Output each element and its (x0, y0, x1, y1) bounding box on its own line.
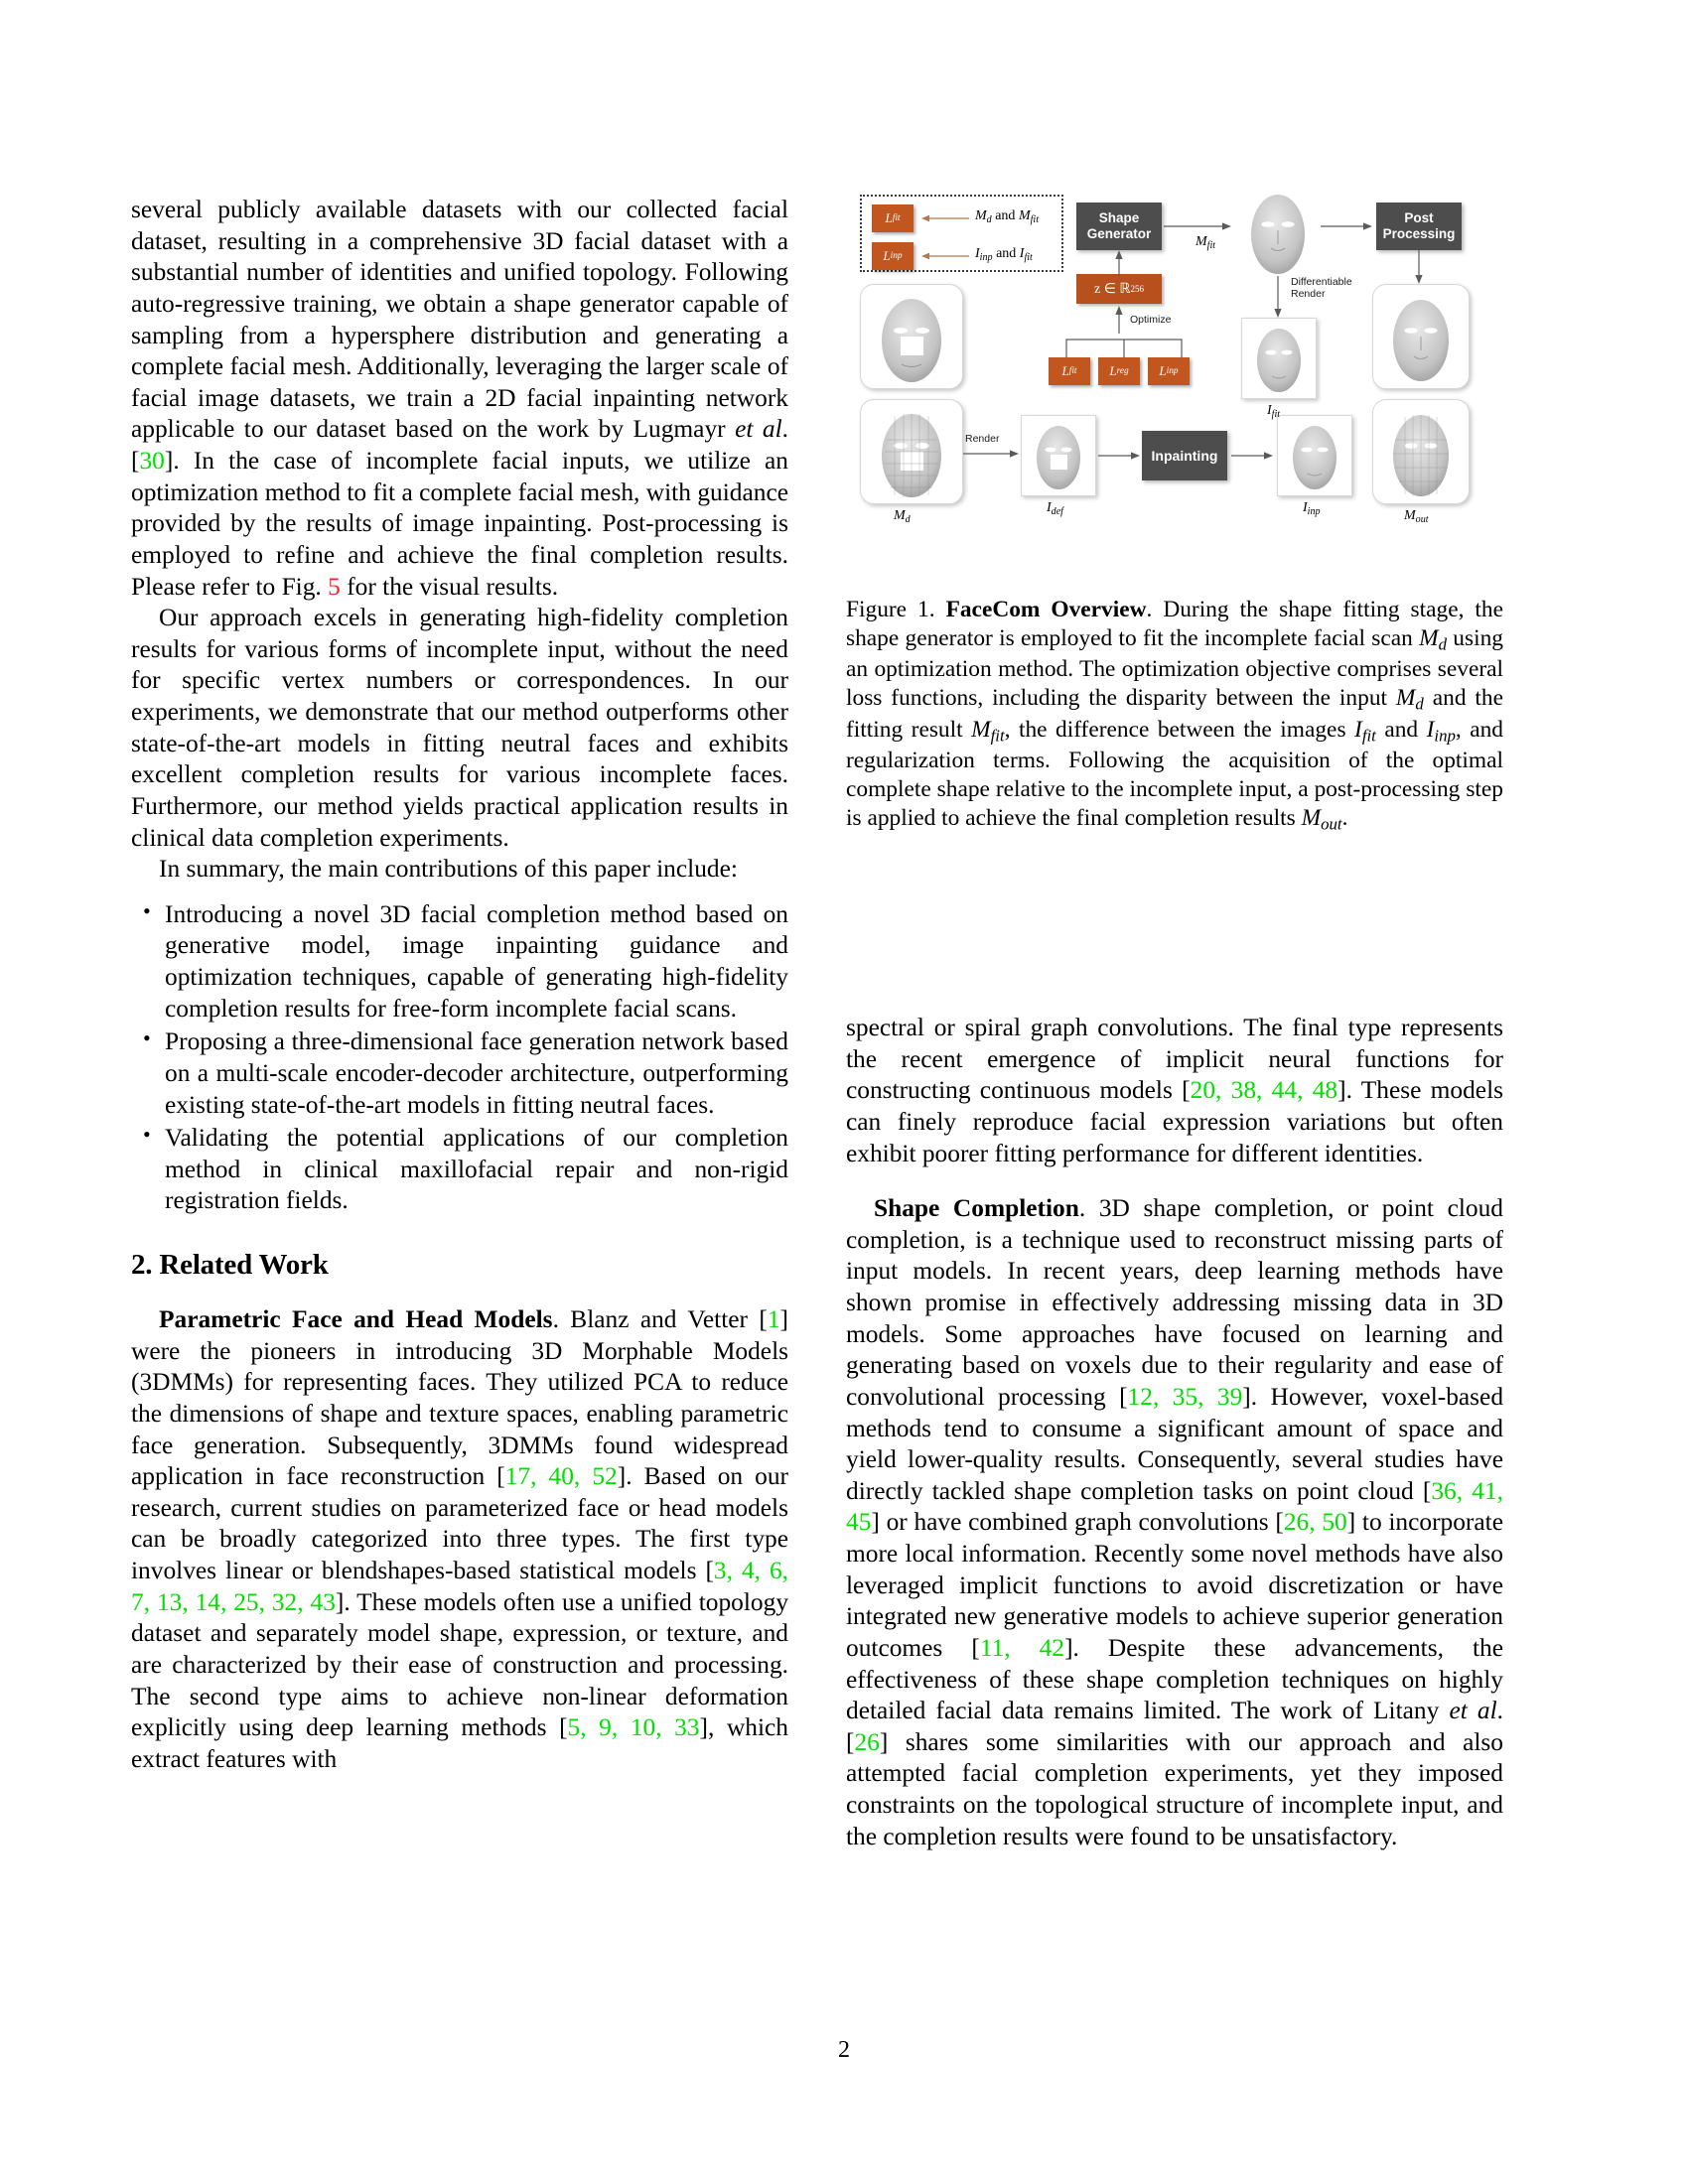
paragraph-parametric-models (131, 1304, 788, 1775)
citation-generative[interactable]: 11, 42 (979, 1633, 1065, 1662)
face-mfit-icon (1235, 189, 1321, 280)
paragraph-intro-text: several publicly available datasets with our collected facial dataset, resulting in a comprehensive 3D facial dataset with a substantial number of identities and unified topology. Following auto-regressive training, we obtain a shape generator capable of sampling from a hypersphere distribution and generating a complete facial mesh. Additionally, leveraging the larger scale of facial image datasets, we train a 2D facial inpainting network applicable to our dataset based on the work by Lugmayr (131, 196, 788, 444)
citation-implicit-models[interactable]: 20, 38, 44, 48 (1190, 1076, 1338, 1105)
latent-to-generator-arrow-icon (1112, 250, 1126, 276)
latent-dim-label: 256 (1130, 284, 1144, 294)
figure-title: FaceCom Overview (945, 597, 1147, 622)
optimize-arrow-icon (1112, 306, 1126, 334)
mfit-to-post-arrow-icon (1321, 219, 1372, 233)
differentiable-render-arrow-icon (1271, 276, 1285, 318)
face-mout-bottom (1372, 399, 1470, 504)
citation-30[interactable]: 30 (139, 447, 165, 475)
latent-code-block (1076, 274, 1162, 304)
face-idef-icon (1022, 416, 1095, 495)
loss-chip-lreg: L reg (1098, 357, 1140, 385)
face-mfit (1235, 189, 1321, 280)
diagram-label-iinp: $I_{inp}$ (1303, 500, 1321, 517)
loss-chip-lfit: L fit (1049, 357, 1090, 385)
citation-voxels[interactable]: 12, 35, 39 (1127, 1382, 1243, 1411)
inpainting-label: Inpainting (1151, 447, 1218, 464)
list-item: • Validating the potential applications of our completion method in clinical maxillofacial repair and non-rigid registration fields. (131, 1123, 788, 1217)
right-column (846, 1013, 1503, 1852)
para4-e: ], which extract features with (131, 1713, 788, 1773)
figure-1 (846, 189, 1503, 581)
post-processing-line2: Processing (1382, 226, 1456, 241)
face-md-top (860, 284, 963, 389)
loss-chip-linp: L inp (1148, 357, 1190, 385)
citation-litany[interactable]: 26 (854, 1727, 880, 1756)
face-mesh-wire-icon (861, 400, 962, 503)
post-to-mout-arrow-icon (1412, 250, 1426, 284)
left-column (131, 195, 788, 1775)
para4-a: . Blanz and Vetter [ (552, 1305, 768, 1334)
face-idef (1021, 415, 1096, 496)
para4-d: ]. These models often use a unified topology dataset and separately model shape, expression, or texture, and are characterized by their ease of construction and processing. The second type aims to achieve non-linear deformation explicitly using deep learning methods [ (131, 1587, 789, 1742)
legend-chip-linp (872, 242, 914, 270)
list-item: • Proposing a three-dimensional face generation network based on a multi-scale encoder-decoder architecture, outperforming existing state-of-the-art models in fitting neutral faces. (131, 1026, 788, 1121)
paragraph-summary-lead: In summary, the main contributions of this paper include: (159, 855, 738, 884)
diagram-label-idef: $I_{def}$ (1047, 500, 1063, 517)
subsection-heading-parametric: Parametric Face and Head Models (159, 1305, 553, 1334)
face-mout-top (1372, 284, 1470, 389)
paragraph-shape-completion: Shape Completion. 3D shape completion, or point cloud completion, is a technique used to reconstruct missing parts of input models. In recent years, deep learning methods have shown promise in effectively addressing missing data in 3D models. Some approaches have focused on learning and generating based on voxels due to their regularity and ease of convolutional processing [12, 35, 39]. However, voxel-based methods tend to consume a significant amount of space and yield lower-quality results. Consequently, several studies have directly tackled shape completion tasks on point cloud [36, 41, 45] or have combined graph convolutions [26, 50] to incorporate more local information. Recently some novel methods have also leveraged implicit functions to avoid discretization or have integrated new generative models to achieve superior generation outcomes [11, 42]. Despite these advancements, the effectiveness of these shape completion techniques on highly detailed facial data remains limited. The work of Litany et al. [26] shares some similarities with our approach and also attempted facial completion experiments, yet they imposed constraints on the topological structure of incomplete input, and the completion results were found to be unsatisfactory. (846, 1194, 1504, 1850)
face-md-bottom (860, 399, 963, 504)
optimize-label: Optimize (1130, 314, 1172, 326)
citation-deep-learning[interactable]: 5, 9, 10, 33 (567, 1713, 700, 1742)
paragraph-intro-mid: . In the case of incomplete facial inputs, we utilize an optimization method to fit a complete facial mesh, with guidance provided by the results of image inpainting. Post-processing is employed to refine and achieve the final completion results. Please refer to Fig. (131, 447, 788, 601)
render-arrow-icon (963, 447, 1019, 461)
citation-graph-conv[interactable]: 26, 50 (1283, 1508, 1347, 1537)
para4-c: ]. Based on our research, current studies on parameterized face or head models can be broadly categorized into three types. The first type involves linear or blendshapes-based statistical models [ (131, 1462, 788, 1585)
diagram-label-md: $M_d$ (894, 508, 911, 525)
legend-chip-lfit-label: L (885, 210, 893, 225)
legend-chip-lfit-sub: fit (892, 213, 901, 223)
legend-chip-linp-sub: inp (890, 251, 903, 261)
idef-to-inpainting-arrow-icon (1098, 449, 1140, 463)
diagram-label-mout: $M_{out}$ (1404, 508, 1429, 525)
face-mout-bottom-icon (1373, 400, 1469, 503)
render-label: Render (965, 433, 1000, 445)
inpainting-block (1142, 431, 1227, 480)
loss-bracket-icon (1049, 334, 1199, 359)
paragraph-spectral: spectral or spiral graph convolutions. The final type represents the recent emergence of implicit neural functions for constructing continuous models [20, 38, 44, 48]. These models can finely reproduce facial expression variations but often exhibit poorer fitting performance for different identities. (846, 1014, 1504, 1167)
et-al-italic-right: et al (1449, 1697, 1497, 1725)
legend-arrow-1-icon (921, 210, 971, 226)
post-processing-block (1376, 203, 1462, 250)
generator-to-mfit-arrow-icon (1164, 219, 1231, 233)
face-mout-top-icon (1373, 285, 1469, 388)
legend-text-2: $I_{inp}$ and $I_{fit}$ (975, 246, 1033, 263)
inpainting-to-iinp-arrow-icon (1231, 449, 1273, 463)
citation-1[interactable]: 1 (767, 1305, 780, 1334)
diagram-label-ifit: $I_{fit}$ (1267, 403, 1281, 420)
paragraph-intro: several publicly available datasets with our collected facial dataset, resulting in a comprehensive 3D facial dataset with a substantial number of identities and unified topology. Following auto-regressive training, we obtain a shape generator capable of sampling from a hypersphere distribution and generating a complete facial mesh. Additionally, leveraging the larger scale of facial image datasets, we train a 2D facial inpainting network applicable to our dataset based on the work by Lugmayr et al. [30]. In the case of incomplete facial inputs, we utilize an optimization method to fit a complete facial mesh, with guidance provided by the results of image inpainting. Post-processing is employed to refine and achieve the final completion results. Please refer to Fig. 5 for the visual results. (131, 196, 788, 601)
contributions-list (131, 899, 788, 1217)
para4-b: ] were the pioneers in introducing 3D Morphable Models (3DMMs) for representing faces. They utilized PCA to reduce the dimensions of shape and texture spaces, enabling parametric face generation. Subsequently, 3DMMs found widespread application in face reconstruction [ (131, 1305, 788, 1491)
citation-statistical-models[interactable]: 3, 4, 6, 7, 13, 14, 25, 32, 43 (131, 1557, 789, 1616)
page-number: 2 (838, 2037, 850, 2063)
face-iinp (1277, 415, 1352, 496)
facecom-overview-diagram (846, 189, 1503, 581)
legend-chip-lfit (872, 205, 914, 232)
paragraph-approach: Our approach excels in generating high-fidelity completion results for various forms of incomplete input, without the need for specific vertex numbers or correspondences. In our experiments, we demonstrate that our method outperforms other state-of-the-art models in fitting neutral faces and exhibits excellent completion results for various incomplete faces. Furthermore, our method yields practical application results in clinical data completion experiments. (131, 604, 788, 852)
post-processing-line1: Post (1404, 210, 1434, 226)
legend-arrow-2-icon (921, 248, 971, 264)
differentiable-render-label: Differentiable Render (1291, 276, 1352, 301)
figure-caption: Figure 1. FaceCom Overview. During the shape fitting stage, the shape generator is employed to fit the incomplete facial scan $M_d$ using an optimization method. The optimization objective comprises several loss functions, including the disparity between the input $M_d$ and the fitting result $M_{fit}$, the difference between the images $I_{fit}$ and $I_{inp}$, and regularization terms. Following the acquisition of the optimal complete shape relative to the incomplete input, a post-processing step is applied to achieve the final completion results $M_{out}$. (846, 597, 1504, 834)
citation-point-cloud[interactable]: 36, 41, 45 (846, 1476, 1503, 1537)
diagram-label-mfit: $M_{fit}$ (1196, 234, 1216, 251)
legend-chip-linp-label: L (883, 248, 891, 263)
face-ifit-icon (1242, 319, 1316, 398)
shape-generator-block (1076, 203, 1162, 250)
latent-code-label: z ∈ ℝ (1094, 281, 1131, 297)
et-al-italic: et al (735, 415, 782, 444)
paragraph-intro-end: for the visual results. (340, 572, 559, 601)
face-ifit (1241, 318, 1317, 399)
citation-17-40-52[interactable]: 17, 40, 52 (504, 1462, 618, 1491)
shape-generator-line2: Generator (1086, 226, 1152, 241)
shape-generator-line1: Shape (1098, 210, 1140, 226)
figure-reference-5[interactable]: 5 (328, 572, 341, 601)
legend-text-1: $M_d$ and $M_{fit}$ (975, 208, 1040, 225)
subsection-heading-shape-completion: Shape Completion (874, 1194, 1079, 1223)
face-mesh-icon (861, 285, 962, 388)
section-heading-related-work: 2. Related Work (131, 1249, 329, 1281)
face-iinp-icon (1278, 416, 1351, 495)
list-item: • Introducing a novel 3D facial completion method based on generative model, image inpainting guidance and optimization techniques, capable of generating high-fidelity completion results for free-form incomplete facial scans. (131, 899, 788, 1025)
figure-number: Figure 1. (846, 597, 935, 622)
